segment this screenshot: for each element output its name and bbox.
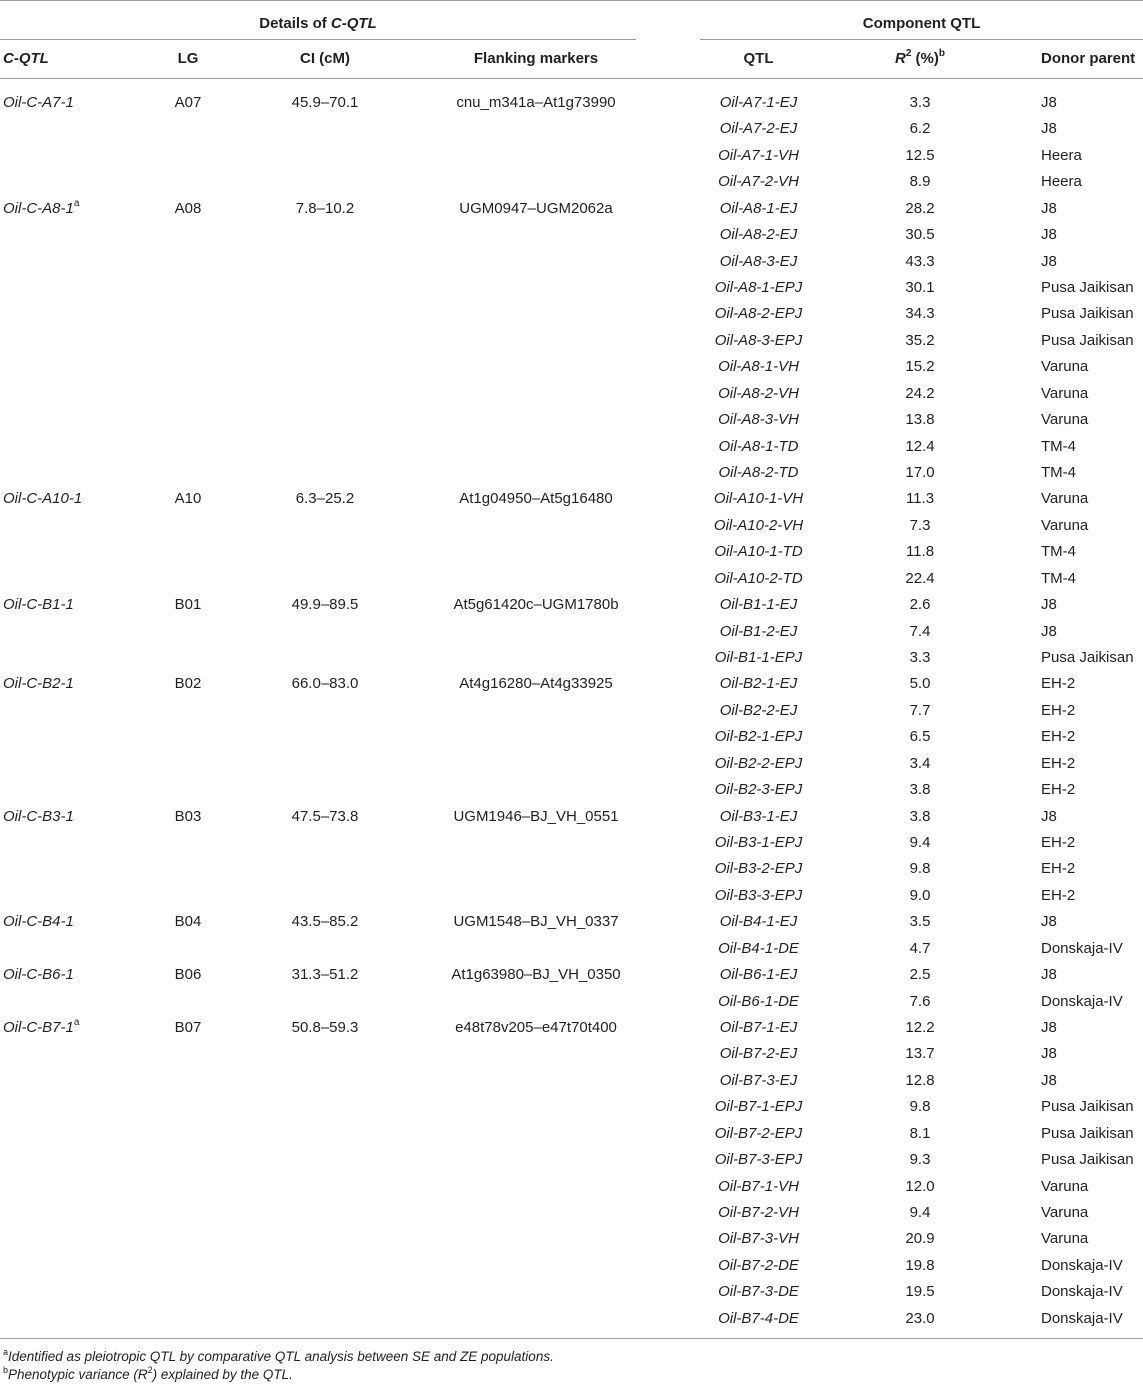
component-qtl: Oil-B7-2-EJ <box>719 1045 798 1062</box>
component-donor: J8 <box>1041 226 1057 243</box>
component-donor: Donskaja-IV <box>1041 993 1123 1010</box>
component-donor: EH-2 <box>1041 675 1076 692</box>
col-header-cqtl: C-QTL <box>3 50 49 67</box>
component-donor: Varuna <box>1041 1204 1089 1221</box>
cqtl-ci: 31.3–51.2 <box>291 966 359 983</box>
cqtl-name-text: Oil-C-B3-1 <box>3 808 74 825</box>
right-group-underline <box>700 39 1143 40</box>
component-r2: 6.5 <box>909 728 931 745</box>
component-donor: Pusa Jaikisan <box>1041 1151 1134 1168</box>
col-header-markers: Flanking markers <box>473 50 599 67</box>
component-donor: Donskaja-IV <box>1041 1283 1123 1300</box>
component-qtl: Oil-B2-1-EPJ <box>714 728 803 745</box>
cqtl-lg: B07 <box>174 1019 202 1036</box>
cqtl-lg: B01 <box>174 596 202 613</box>
cqtl-name-text: Oil-C-A8-1 <box>3 200 74 217</box>
component-r2: 30.5 <box>905 226 935 243</box>
component-donor: Heera <box>1041 147 1082 164</box>
component-r2: 2.6 <box>909 596 931 613</box>
cqtl-name <box>3 913 74 931</box>
cqtl-name <box>3 1019 79 1037</box>
component-qtl: Oil-B2-3-EPJ <box>714 781 803 798</box>
cqtl-name-text: Oil-C-A7-1 <box>3 94 74 111</box>
component-qtl: Oil-B7-1-EPJ <box>714 1098 803 1115</box>
cqtl-ci: 43.5–85.2 <box>291 913 359 930</box>
component-r2: 11.3 <box>905 490 935 507</box>
top-rule <box>0 0 1143 1</box>
cqtl-markers: UGM0947–UGM2062a <box>459 200 613 217</box>
component-qtl: Oil-A8-3-EJ <box>719 253 798 270</box>
component-r2: 6.2 <box>909 120 931 137</box>
component-qtl: Oil-B4-1-DE <box>718 940 799 957</box>
footnote-b <box>3 1364 293 1383</box>
component-qtl: Oil-B7-2-VH <box>718 1204 799 1221</box>
component-qtl: Oil-B7-3-VH <box>718 1230 799 1247</box>
component-qtl: Oil-A7-2-VH <box>718 173 799 190</box>
component-donor: Varuna <box>1041 358 1089 375</box>
component-qtl: Oil-A8-2-EPJ <box>714 305 803 322</box>
component-donor: EH-2 <box>1041 860 1076 877</box>
left-group-prefix: Details of <box>259 15 331 32</box>
cqtl-ci: 47.5–73.8 <box>291 808 359 825</box>
left-group-header <box>0 15 636 33</box>
cqtl-lg: B02 <box>174 675 202 692</box>
cqtl-markers: UGM1548–BJ_VH_0337 <box>453 913 619 930</box>
component-qtl: Oil-B1-1-EPJ <box>714 649 803 666</box>
component-r2: 15.2 <box>905 358 935 375</box>
component-donor: EH-2 <box>1041 702 1076 719</box>
cqtl-ci: 49.9–89.5 <box>291 596 359 613</box>
component-r2: 13.7 <box>905 1045 935 1062</box>
footnote-a-text: Identified as pleiotropic QTL by comparative QTL analysis between SE and ZE populations. <box>8 1349 554 1364</box>
component-qtl: Oil-A8-3-EPJ <box>714 332 803 349</box>
cqtl-ci: 66.0–83.0 <box>291 675 359 692</box>
cqtl-lg: B03 <box>174 808 202 825</box>
component-qtl: Oil-A8-1-EPJ <box>714 279 803 296</box>
cqtl-name <box>3 808 74 826</box>
cqtl-footnote-mark: a <box>73 1017 80 1028</box>
cqtl-name-text: Oil-C-B4-1 <box>3 913 74 930</box>
component-r2: 9.0 <box>909 887 931 904</box>
component-r2: 8.1 <box>909 1125 931 1142</box>
component-donor: Pusa Jaikisan <box>1041 279 1134 296</box>
component-donor: TM-4 <box>1041 464 1076 481</box>
component-r2: 9.4 <box>909 834 931 851</box>
component-r2: 17.0 <box>905 464 935 481</box>
component-qtl: Oil-A8-1-TD <box>718 438 799 455</box>
component-qtl: Oil-B2-2-EJ <box>719 702 798 719</box>
cqtl-name-text: Oil-C-B2-1 <box>3 675 74 692</box>
component-r2: 3.5 <box>909 913 931 930</box>
footnote-b-exp: 2 <box>147 1364 153 1375</box>
left-group-italic: C-QTL <box>330 15 377 32</box>
component-donor: J8 <box>1041 200 1057 217</box>
component-qtl: Oil-A10-2-TD <box>714 570 803 587</box>
r2-exp: 2 <box>905 48 912 59</box>
col-header-r2 <box>860 50 980 68</box>
component-qtl: Oil-B3-1-EJ <box>719 808 798 825</box>
col-header-ci: CI (cM) <box>300 50 350 67</box>
component-donor: Varuna <box>1041 411 1089 428</box>
component-r2: 43.3 <box>905 253 935 270</box>
footnote-a-mark: a <box>3 1346 9 1357</box>
component-qtl: Oil-B3-1-EPJ <box>714 834 803 851</box>
cqtl-name <box>3 675 74 693</box>
component-donor: Donskaja-IV <box>1041 940 1123 957</box>
component-donor: J8 <box>1041 94 1057 111</box>
component-r2: 3.3 <box>909 94 931 111</box>
col-header-donor: Donor parent <box>1041 50 1136 67</box>
component-donor: Pusa Jaikisan <box>1041 305 1134 322</box>
component-donor: J8 <box>1041 596 1057 613</box>
component-qtl: Oil-B7-1-VH <box>718 1178 799 1195</box>
table-bottom-rule <box>0 1338 1143 1339</box>
component-r2: 7.6 <box>909 993 931 1010</box>
component-qtl: Oil-B1-2-EJ <box>719 623 798 640</box>
component-donor: J8 <box>1041 808 1057 825</box>
component-qtl: Oil-A8-2-TD <box>718 464 799 481</box>
component-donor: TM-4 <box>1041 570 1076 587</box>
cqtl-ci: 7.8–10.2 <box>295 200 355 217</box>
component-r2: 3.8 <box>909 781 931 798</box>
component-donor: EH-2 <box>1041 887 1076 904</box>
component-donor: J8 <box>1041 1045 1057 1062</box>
component-donor: Donskaja-IV <box>1041 1257 1123 1274</box>
component-r2: 12.4 <box>905 438 935 455</box>
footnote-b-post: ) explained by the QTL. <box>152 1367 293 1382</box>
component-donor: J8 <box>1041 1072 1057 1089</box>
component-r2: 5.0 <box>909 675 931 692</box>
cqtl-name-text: Oil-C-B1-1 <box>3 596 74 613</box>
component-qtl: Oil-A8-2-VH <box>718 385 799 402</box>
cqtl-lg: B06 <box>174 966 202 983</box>
component-donor: EH-2 <box>1041 755 1076 772</box>
right-group-header: Component QTL <box>862 15 981 32</box>
component-r2: 9.8 <box>909 860 931 877</box>
component-r2: 23.0 <box>905 1310 935 1327</box>
component-qtl: Oil-A8-3-VH <box>718 411 799 428</box>
component-qtl: Oil-B2-2-EPJ <box>714 755 803 772</box>
component-qtl: Oil-A10-1-VH <box>713 490 804 507</box>
component-qtl: Oil-B7-3-DE <box>718 1283 799 1300</box>
component-r2: 3.8 <box>909 808 931 825</box>
cqtl-ci: 50.8–59.3 <box>291 1019 359 1036</box>
cqtl-markers: At4g16280–At4g33925 <box>459 675 613 692</box>
cqtl-lg: B04 <box>174 913 202 930</box>
r2-unit: (%) <box>911 50 939 67</box>
component-donor: Varuna <box>1041 385 1089 402</box>
component-r2: 24.2 <box>905 385 935 402</box>
component-r2: 7.7 <box>909 702 931 719</box>
component-donor: EH-2 <box>1041 834 1076 851</box>
component-r2: 13.8 <box>905 411 935 428</box>
component-qtl: Oil-B7-1-EJ <box>719 1019 798 1036</box>
cqtl-ci: 6.3–25.2 <box>295 490 355 507</box>
component-r2: 19.5 <box>905 1283 935 1300</box>
component-r2: 2.5 <box>909 966 931 983</box>
component-r2: 28.2 <box>905 200 935 217</box>
cqtl-ci: 45.9–70.1 <box>291 94 359 111</box>
component-qtl: Oil-A8-2-EJ <box>719 226 798 243</box>
component-qtl: Oil-B7-2-DE <box>718 1257 799 1274</box>
footnote-b-mark: b <box>3 1364 9 1375</box>
component-r2: 12.8 <box>905 1072 935 1089</box>
cqtl-name-text: Oil-C-B6-1 <box>3 966 74 983</box>
cqtl-lg: A07 <box>174 94 202 111</box>
component-qtl: Oil-A8-1-EJ <box>719 200 798 217</box>
component-qtl: Oil-B7-3-EPJ <box>714 1151 803 1168</box>
component-r2: 30.1 <box>905 279 935 296</box>
cqtl-lg: A10 <box>174 490 202 507</box>
component-r2: 3.4 <box>909 755 931 772</box>
component-donor: Pusa Jaikisan <box>1041 332 1134 349</box>
cqtl-markers: At1g63980–BJ_VH_0350 <box>451 966 621 983</box>
component-donor: Donskaja-IV <box>1041 1310 1123 1327</box>
component-r2: 35.2 <box>905 332 935 349</box>
col-header-qtl: QTL <box>743 50 774 67</box>
left-group-underline <box>0 39 636 40</box>
component-qtl: Oil-A7-1-VH <box>718 147 799 164</box>
component-r2: 12.0 <box>905 1178 935 1195</box>
cqtl-markers: UGM1946–BJ_VH_0551 <box>453 808 619 825</box>
component-donor: Varuna <box>1041 490 1089 507</box>
component-donor: J8 <box>1041 623 1057 640</box>
component-r2: 19.8 <box>905 1257 935 1274</box>
component-r2: 8.9 <box>909 173 931 190</box>
cqtl-name <box>3 200 79 218</box>
component-donor: J8 <box>1041 913 1057 930</box>
component-qtl: Oil-A7-2-EJ <box>719 120 798 137</box>
cqtl-name-text: Oil-C-B7-1 <box>3 1019 74 1036</box>
cqtl-name <box>3 490 82 508</box>
footnote-b-r: R <box>137 1367 148 1382</box>
r2-letter: R <box>894 50 906 67</box>
cqtl-footnote-mark: a <box>73 198 80 209</box>
component-donor: Pusa Jaikisan <box>1041 649 1134 666</box>
component-donor: J8 <box>1041 253 1057 270</box>
component-qtl: Oil-A10-2-VH <box>713 517 804 534</box>
component-qtl: Oil-B7-3-EJ <box>719 1072 798 1089</box>
component-r2: 20.9 <box>905 1230 935 1247</box>
component-qtl: Oil-B1-1-EJ <box>719 596 798 613</box>
component-donor: Varuna <box>1041 517 1089 534</box>
cqtl-name <box>3 966 74 984</box>
component-qtl: Oil-B4-1-EJ <box>719 913 798 930</box>
component-donor: TM-4 <box>1041 543 1076 560</box>
cqtl-markers: At1g04950–At5g16480 <box>459 490 613 507</box>
cqtl-name-text: Oil-C-A10-1 <box>3 490 83 507</box>
cqtl-name <box>3 596 74 614</box>
component-r2: 34.3 <box>905 305 935 322</box>
component-donor: Varuna <box>1041 1230 1089 1247</box>
component-qtl: Oil-A8-1-VH <box>718 358 799 375</box>
cqtl-lg: A08 <box>174 200 202 217</box>
header-bottom-rule <box>0 78 1143 79</box>
component-r2: 7.4 <box>909 623 931 640</box>
component-donor: EH-2 <box>1041 728 1076 745</box>
component-r2: 12.2 <box>905 1019 935 1036</box>
component-r2: 9.8 <box>909 1098 931 1115</box>
component-donor: J8 <box>1041 1019 1057 1036</box>
component-r2: 7.3 <box>909 517 931 534</box>
component-donor: EH-2 <box>1041 781 1076 798</box>
component-qtl: Oil-A10-1-TD <box>714 543 803 560</box>
cqtl-markers: e48t78v205–e47t70t400 <box>455 1019 617 1036</box>
component-donor: J8 <box>1041 120 1057 137</box>
component-r2: 11.8 <box>905 543 935 560</box>
col-header-lg: LG <box>177 50 199 67</box>
component-qtl: Oil-B6-1-EJ <box>719 966 798 983</box>
component-r2: 22.4 <box>905 570 935 587</box>
cqtl-markers: At5g61420c–UGM1780b <box>453 596 619 613</box>
component-qtl: Oil-B3-3-EPJ <box>714 887 803 904</box>
component-r2: 4.7 <box>909 940 931 957</box>
cqtl-markers: cnu_m341a–At1g73990 <box>456 94 616 111</box>
component-qtl: Oil-B6-1-DE <box>718 993 799 1010</box>
component-r2: 3.3 <box>909 649 931 666</box>
footnote-a <box>3 1346 554 1365</box>
component-r2: 9.4 <box>909 1204 931 1221</box>
component-donor: Pusa Jaikisan <box>1041 1098 1134 1115</box>
component-qtl: Oil-B3-2-EPJ <box>714 860 803 877</box>
component-r2: 12.5 <box>905 147 935 164</box>
r2-footnote-mark: b <box>938 48 945 59</box>
component-donor: J8 <box>1041 966 1057 983</box>
component-donor: Heera <box>1041 173 1082 190</box>
cqtl-name <box>3 94 74 112</box>
component-donor: TM-4 <box>1041 438 1076 455</box>
component-qtl: Oil-A7-1-EJ <box>719 94 798 111</box>
component-donor: Varuna <box>1041 1178 1089 1195</box>
component-qtl: Oil-B7-4-DE <box>718 1310 799 1327</box>
component-r2: 9.3 <box>909 1151 931 1168</box>
component-qtl: Oil-B2-1-EJ <box>719 675 798 692</box>
component-qtl: Oil-B7-2-EPJ <box>714 1125 803 1142</box>
footnote-b-pre: Phenotypic variance ( <box>8 1367 138 1382</box>
component-donor: Pusa Jaikisan <box>1041 1125 1134 1142</box>
